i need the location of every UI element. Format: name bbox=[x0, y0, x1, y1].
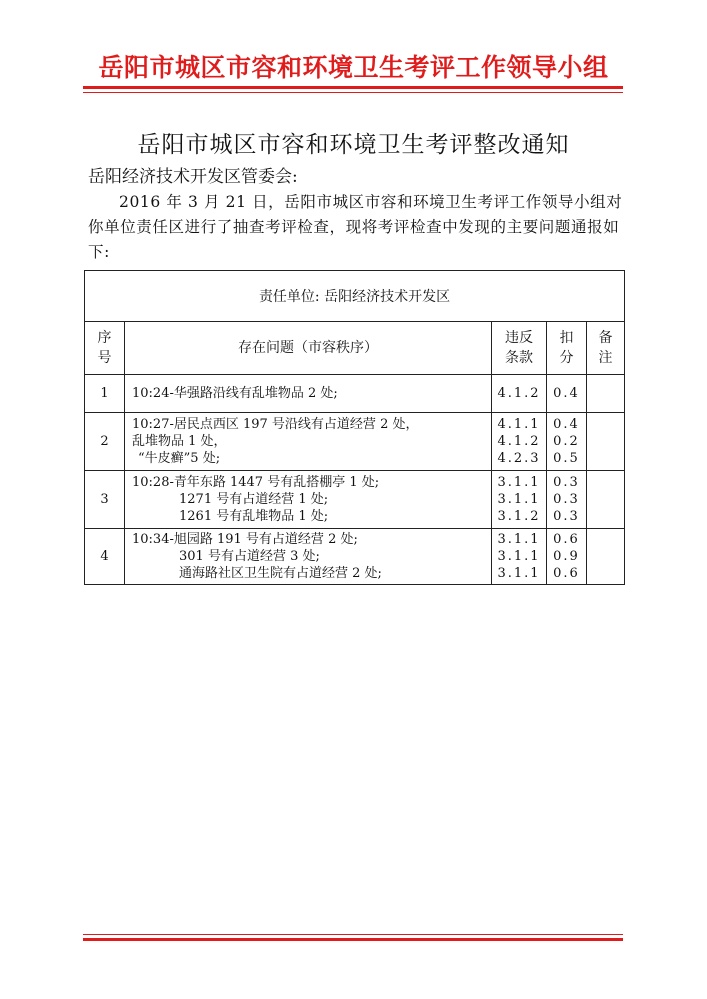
issue-line: 1261 号有乱堆物品 1 处; bbox=[179, 509, 329, 524]
clause-value: 4.1.2 bbox=[497, 386, 541, 401]
table-row bbox=[85, 375, 625, 413]
row-clauses bbox=[492, 413, 547, 471]
issue-line: 301 号有占道经营 3 处; bbox=[179, 549, 320, 564]
table-row bbox=[85, 529, 625, 585]
clause-value: 4.1.2 bbox=[497, 434, 541, 449]
issue-line: 通海路社区卫生院有占道经营 2 处; bbox=[179, 566, 382, 581]
points-value: 0.3 bbox=[553, 475, 580, 490]
clause-value: 3.1.1 bbox=[497, 566, 541, 581]
row-seq: 1 bbox=[85, 375, 125, 413]
issue-line: “牛皮癣”5 处; bbox=[138, 451, 221, 466]
issue-line: 1271 号有占道经营 1 处; bbox=[179, 492, 329, 507]
col-header-deduct-line2: 分 bbox=[559, 350, 574, 366]
row-note bbox=[587, 471, 625, 529]
intro-paragraph: 2016 年 3 月 21 日，岳阳市城区市容和环境卫生考评工作领导小组对你单位责任区进行了抽查考评检查，现将考评检查中发现的主要问题通报如下: bbox=[88, 193, 623, 261]
points-value: 0.6 bbox=[553, 532, 580, 547]
header-rule-thick bbox=[83, 86, 623, 89]
col-header-issue: 存在问题（市容秩序） bbox=[125, 322, 492, 375]
col-header-clause-line1: 违反 bbox=[505, 330, 533, 346]
row-points bbox=[547, 471, 587, 529]
row-note bbox=[587, 413, 625, 471]
clause-value: 3.1.1 bbox=[497, 532, 541, 547]
issue-line: 10:24-华强路沿线有乱堆物品 2 处; bbox=[132, 386, 338, 401]
points-value: 0.6 bbox=[553, 566, 580, 581]
col-header-clause bbox=[492, 322, 547, 375]
row-seq: 3 bbox=[85, 471, 125, 529]
points-value: 0.3 bbox=[553, 509, 580, 524]
col-header-note bbox=[587, 322, 625, 375]
clause-value: 4.1.1 bbox=[497, 417, 541, 432]
points-value: 0.2 bbox=[553, 434, 580, 449]
col-header-seq bbox=[85, 322, 125, 375]
row-issues bbox=[125, 529, 492, 585]
clause-value: 3.1.1 bbox=[497, 549, 541, 564]
col-header-seq-line2: 号 bbox=[97, 350, 112, 366]
points-value: 0.3 bbox=[553, 492, 580, 507]
row-points bbox=[547, 375, 587, 413]
table-row bbox=[85, 413, 625, 471]
points-value: 0.4 bbox=[553, 417, 580, 432]
header-rule-thin bbox=[83, 92, 623, 93]
table-row bbox=[85, 471, 625, 529]
row-issues bbox=[125, 375, 492, 413]
points-value: 0.4 bbox=[553, 386, 580, 401]
col-header-seq-line1: 序 bbox=[97, 330, 112, 346]
issue-line: 10:27-居民点西区 197 号沿线有占道经营 2 处， bbox=[132, 417, 419, 432]
unit-row bbox=[85, 271, 625, 322]
row-note bbox=[587, 529, 625, 585]
issue-line: 10:28-青年东路 1447 号有乱搭棚亭 1 处; bbox=[132, 475, 380, 490]
issue-line: 10:34-旭园路 191 号有占道经营 2 处; bbox=[132, 532, 358, 547]
issues-table bbox=[84, 270, 625, 585]
clause-value: 3.1.1 bbox=[497, 492, 541, 507]
row-points bbox=[547, 413, 587, 471]
header-row bbox=[85, 322, 625, 375]
row-seq: 2 bbox=[85, 413, 125, 471]
row-issues bbox=[125, 471, 492, 529]
col-header-deduct-line1: 扣 bbox=[559, 330, 574, 346]
org-header: 岳阳市城区市容和环境卫生考评工作领导小组 bbox=[98, 53, 609, 82]
row-note bbox=[587, 375, 625, 413]
clause-value: 3.1.1 bbox=[497, 475, 541, 490]
notice-title: 岳阳市城区市容和环境卫生考评整改通知 bbox=[137, 132, 570, 158]
addressee: 岳阳经济技术开发区管委会: bbox=[88, 167, 298, 187]
row-clauses bbox=[492, 529, 547, 585]
issue-line: 乱堆物品 1 处， bbox=[132, 434, 227, 449]
col-header-deduct bbox=[547, 322, 587, 375]
clause-value: 3.1.2 bbox=[497, 509, 541, 524]
col-header-note-line1: 备 bbox=[598, 330, 613, 346]
row-clauses bbox=[492, 375, 547, 413]
col-header-note-line2: 注 bbox=[598, 350, 613, 366]
points-value: 0.9 bbox=[553, 549, 580, 564]
col-header-clause-line2: 条款 bbox=[505, 350, 533, 366]
row-issues bbox=[125, 413, 492, 471]
clause-value: 4.2.3 bbox=[497, 451, 541, 466]
responsible-unit: 责任单位: 岳阳经济技术开发区 bbox=[85, 271, 625, 322]
footer-rule-thick bbox=[83, 938, 623, 941]
points-value: 0.5 bbox=[553, 451, 580, 466]
footer-rule-thin bbox=[83, 934, 623, 935]
row-seq: 4 bbox=[85, 529, 125, 585]
row-points bbox=[547, 529, 587, 585]
row-clauses bbox=[492, 471, 547, 529]
